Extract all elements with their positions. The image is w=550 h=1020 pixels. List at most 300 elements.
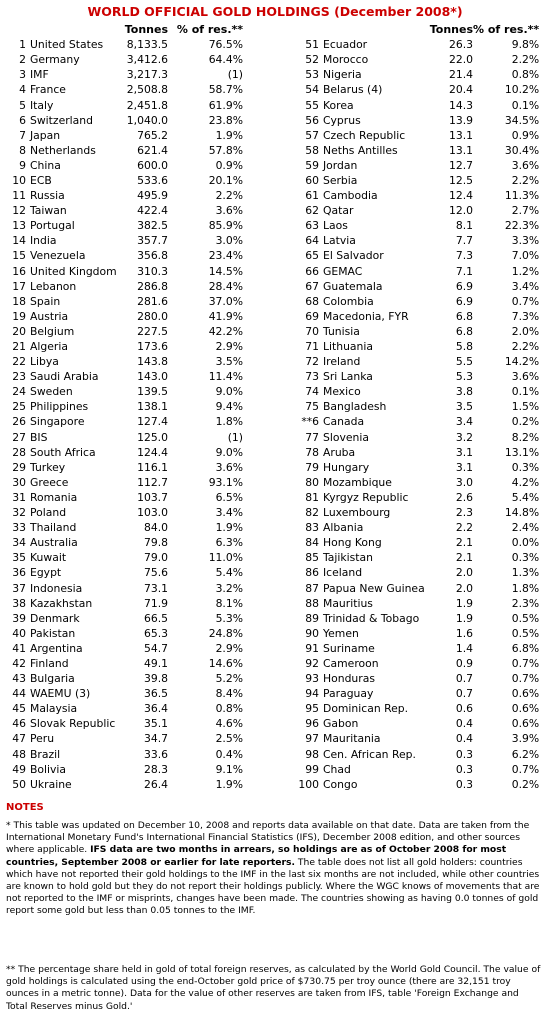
left-tonnes-cell: 281.6 bbox=[137, 294, 168, 308]
table-header-row bbox=[6, 22, 543, 37]
left-rank-cell: 42 bbox=[12, 656, 26, 670]
left-tonnes-cell: 600.0 bbox=[137, 158, 168, 172]
left-pct-cell: 3.2% bbox=[215, 581, 243, 595]
left-rank-cell: 31 bbox=[12, 490, 26, 504]
left-country-cell: France bbox=[30, 83, 66, 97]
left-pct-cell: 3.4% bbox=[215, 506, 243, 520]
right-tonnes-cell: 3.2 bbox=[455, 430, 473, 444]
table-row bbox=[6, 565, 543, 580]
right-rank-cell: 73 bbox=[305, 370, 319, 384]
right-rank-cell: 81 bbox=[305, 490, 319, 504]
table-row bbox=[6, 52, 543, 67]
left-country-cell: Germany bbox=[30, 53, 80, 67]
left-pct-cell: 58.7% bbox=[208, 83, 243, 97]
left-pct-cell: 0.4% bbox=[215, 747, 243, 761]
right-pct-cell: 14.2% bbox=[504, 355, 540, 369]
left-pct-cell: 5.4% bbox=[215, 566, 243, 580]
right-tonnes-cell: 22.0 bbox=[448, 53, 473, 67]
left-country-cell: Russia bbox=[30, 189, 65, 203]
table-row bbox=[6, 505, 543, 520]
left-pct-cell: 8.4% bbox=[215, 687, 243, 701]
right-rank-cell: 88 bbox=[305, 596, 319, 610]
left-pct-cell: 37.0% bbox=[208, 294, 243, 308]
left-tonnes-cell: 286.8 bbox=[137, 279, 168, 293]
right-tonnes-cell: 1.4 bbox=[455, 641, 473, 655]
right-rank-cell: 51 bbox=[305, 38, 319, 52]
right-country-cell: Cen. African Rep. bbox=[323, 747, 416, 761]
left-tonnes-cell: 127.4 bbox=[137, 415, 168, 429]
right-pct-cell: 1.5% bbox=[511, 400, 540, 414]
right-tonnes-cell: 13.1 bbox=[448, 128, 473, 142]
right-tonnes-cell: 8.1 bbox=[455, 219, 473, 233]
left-rank-cell: 14 bbox=[12, 234, 26, 248]
right-country-cell: Chad bbox=[323, 762, 351, 776]
left-tonnes-cell: 143.8 bbox=[137, 355, 168, 369]
table-row bbox=[6, 686, 543, 701]
right-country-cell: Congo bbox=[323, 777, 358, 791]
right-country-cell: Gabon bbox=[323, 717, 359, 731]
right-rank-cell: 100 bbox=[298, 777, 319, 791]
right-country-cell: Korea bbox=[323, 98, 354, 112]
right-pct-cell: 2.7% bbox=[511, 204, 540, 218]
left-rank-cell: 30 bbox=[12, 475, 26, 489]
right-pct-cell: 10.2% bbox=[504, 83, 540, 97]
right-tonnes-cell: 2.3 bbox=[455, 506, 473, 520]
right-country-cell: Guatemala bbox=[323, 279, 383, 293]
left-rank-cell: 39 bbox=[12, 611, 26, 625]
left-pct-cell: 5.2% bbox=[215, 672, 243, 686]
right-country-cell: Tunisia bbox=[323, 324, 360, 338]
right-tonnes-cell: 20.4 bbox=[448, 83, 473, 97]
right-rank-cell: 93 bbox=[305, 672, 319, 686]
right-pct-cell: 7.3% bbox=[511, 309, 540, 323]
right-tonnes-cell: 0.6 bbox=[455, 702, 473, 716]
right-country-cell: Morocco bbox=[323, 53, 369, 67]
right-rank-cell: 96 bbox=[305, 717, 319, 731]
left-tonnes-cell: 227.5 bbox=[137, 324, 168, 338]
left-rank-cell: 49 bbox=[12, 762, 26, 776]
right-rank-cell: 61 bbox=[305, 189, 319, 203]
left-tonnes-cell: 26.4 bbox=[143, 777, 168, 791]
table-row bbox=[6, 369, 543, 384]
table-row bbox=[6, 626, 543, 641]
left-rank-cell: 45 bbox=[12, 702, 26, 716]
left-country-cell: South Africa bbox=[30, 445, 96, 459]
right-tonnes-cell: 5.8 bbox=[455, 340, 473, 354]
right-pct-cell: 0.1% bbox=[511, 385, 540, 399]
left-rank-cell: 2 bbox=[19, 53, 26, 67]
left-tonnes-cell: 39.8 bbox=[143, 672, 168, 686]
right-country-cell: Hong Kong bbox=[323, 536, 382, 550]
left-pct-cell: 0.9% bbox=[215, 158, 243, 172]
right-pct-cell: 0.9% bbox=[511, 128, 540, 142]
table-row bbox=[6, 324, 543, 339]
table-row bbox=[6, 762, 543, 777]
table-row bbox=[6, 113, 543, 128]
left-country-cell: Argentina bbox=[30, 641, 83, 655]
table-row bbox=[6, 671, 543, 686]
header-pct-left: % of res.** bbox=[176, 23, 243, 37]
table-row bbox=[6, 445, 543, 460]
table-row bbox=[6, 248, 543, 263]
right-pct-cell: 6.2% bbox=[511, 747, 540, 761]
left-tonnes-cell: 54.7 bbox=[143, 641, 168, 655]
left-rank-cell: 47 bbox=[12, 732, 26, 746]
left-country-cell: Poland bbox=[30, 506, 67, 520]
right-country-cell: Mauritius bbox=[323, 596, 373, 610]
left-rank-cell: 3 bbox=[19, 68, 26, 82]
right-rank-cell: 95 bbox=[305, 702, 319, 716]
right-country-cell: Cambodia bbox=[323, 189, 378, 203]
left-pct-cell: 24.8% bbox=[208, 626, 243, 640]
table-row bbox=[6, 143, 543, 158]
left-pct-cell: (1) bbox=[227, 68, 243, 82]
right-tonnes-cell: 2.0 bbox=[455, 566, 473, 580]
left-pct-cell: 28.4% bbox=[208, 279, 243, 293]
left-rank-cell: 9 bbox=[19, 158, 26, 172]
right-tonnes-cell: 6.8 bbox=[455, 309, 473, 323]
right-tonnes-cell: 0.3 bbox=[455, 747, 473, 761]
right-tonnes-cell: 3.0 bbox=[455, 475, 473, 489]
right-rank-cell: 94 bbox=[305, 687, 319, 701]
left-tonnes-cell: 357.7 bbox=[137, 234, 168, 248]
right-rank-cell: 83 bbox=[305, 521, 319, 535]
left-pct-cell: 14.6% bbox=[208, 656, 243, 670]
left-country-cell: Taiwan bbox=[30, 204, 67, 218]
left-country-cell: WAEMU (3) bbox=[30, 687, 91, 701]
right-rank-cell: 91 bbox=[305, 641, 319, 655]
left-country-cell: Greece bbox=[30, 475, 69, 489]
left-country-cell: Romania bbox=[30, 490, 78, 504]
right-pct-cell: 3.9% bbox=[511, 732, 540, 746]
left-tonnes-cell: 36.5 bbox=[143, 687, 168, 701]
left-tonnes-cell: 356.8 bbox=[137, 249, 168, 263]
left-rank-cell: 43 bbox=[12, 672, 26, 686]
left-country-cell: Egypt bbox=[30, 566, 62, 580]
right-tonnes-cell: 2.1 bbox=[455, 536, 473, 550]
right-tonnes-cell: 0.7 bbox=[455, 672, 473, 686]
right-pct-cell: 34.5% bbox=[504, 113, 540, 127]
left-country-cell: Ukraine bbox=[30, 777, 72, 791]
right-pct-cell: 3.6% bbox=[511, 158, 540, 172]
left-country-cell: IMF bbox=[30, 68, 49, 82]
right-country-cell: Laos bbox=[323, 219, 348, 233]
left-tonnes-cell: 621.4 bbox=[137, 143, 168, 157]
right-rank-cell: 78 bbox=[305, 445, 319, 459]
left-tonnes-cell: 138.1 bbox=[137, 400, 168, 414]
right-rank-cell: 71 bbox=[305, 340, 319, 354]
right-rank-cell: 60 bbox=[305, 173, 319, 187]
table-row bbox=[6, 339, 543, 354]
left-country-cell: Japan bbox=[30, 128, 61, 142]
left-pct-cell: 9.0% bbox=[215, 445, 243, 459]
table-row bbox=[6, 641, 543, 656]
right-rank-cell: 52 bbox=[305, 53, 319, 67]
left-tonnes-cell: 765.2 bbox=[137, 128, 168, 142]
left-rank-cell: 8 bbox=[19, 143, 26, 157]
right-pct-cell: 0.0% bbox=[511, 536, 540, 550]
right-tonnes-cell: 2.2 bbox=[455, 521, 473, 535]
left-pct-cell: 23.4% bbox=[208, 249, 243, 263]
table-row bbox=[6, 731, 543, 746]
right-pct-cell: 22.3% bbox=[504, 219, 540, 233]
right-pct-cell: 0.7% bbox=[511, 656, 540, 670]
right-pct-cell: 13.1% bbox=[504, 445, 540, 459]
right-country-cell: Mauritania bbox=[323, 732, 381, 746]
left-rank-cell: 25 bbox=[12, 400, 26, 414]
right-country-cell: Mozambique bbox=[323, 475, 392, 489]
table-row bbox=[6, 490, 543, 505]
left-pct-cell: 8.1% bbox=[215, 596, 243, 610]
right-rank-cell: 99 bbox=[305, 762, 319, 776]
left-rank-cell: 12 bbox=[12, 204, 26, 218]
table-row bbox=[6, 233, 543, 248]
left-rank-cell: 24 bbox=[12, 385, 26, 399]
right-country-cell: Colombia bbox=[323, 294, 374, 308]
left-pct-cell: 76.5% bbox=[208, 38, 243, 52]
table-row bbox=[6, 656, 543, 671]
left-tonnes-cell: 3,412.6 bbox=[126, 53, 168, 67]
left-country-cell: Slovak Republic bbox=[30, 717, 116, 731]
right-country-cell: Honduras bbox=[323, 672, 375, 686]
left-tonnes-cell: 71.9 bbox=[143, 596, 168, 610]
left-tonnes-cell: 533.6 bbox=[137, 173, 168, 187]
left-rank-cell: 44 bbox=[12, 687, 26, 701]
right-pct-cell: 0.7% bbox=[511, 762, 540, 776]
left-country-cell: Indonesia bbox=[30, 581, 83, 595]
left-rank-cell: 33 bbox=[12, 521, 26, 535]
right-rank-cell: 64 bbox=[305, 234, 319, 248]
left-tonnes-cell: 125.0 bbox=[137, 430, 168, 444]
right-rank-cell: 62 bbox=[305, 204, 319, 218]
left-tonnes-cell: 66.5 bbox=[143, 611, 168, 625]
right-pct-cell: 0.2% bbox=[511, 777, 540, 791]
left-country-cell: Thailand bbox=[30, 521, 77, 535]
right-tonnes-cell: 12.0 bbox=[448, 204, 473, 218]
table-row bbox=[6, 354, 543, 369]
right-country-cell: Cyprus bbox=[323, 113, 361, 127]
right-pct-cell: 0.7% bbox=[511, 672, 540, 686]
right-country-cell: GEMAC bbox=[323, 264, 363, 278]
right-rank-cell: 66 bbox=[305, 264, 319, 278]
left-country-cell: Netherlands bbox=[30, 143, 96, 157]
right-tonnes-cell: 0.7 bbox=[455, 687, 473, 701]
left-rank-cell: 27 bbox=[12, 430, 26, 444]
left-pct-cell: 3.6% bbox=[215, 204, 243, 218]
left-pct-cell: 1.8% bbox=[215, 415, 243, 429]
left-rank-cell: 1 bbox=[19, 38, 26, 52]
right-pct-cell: 30.4% bbox=[504, 143, 540, 157]
note-footnote-2: ** The percentage share held in gold of total foreign reserves, as calculated by the World Gold Council. The value of gold holdings is calculated using the end-October gold price of $730.75 per troy ounce (there are 32,151 troy ounces in a metric tonne). Data for the value of other reserves are taken from IFS, table 'Foreign Exchange and Total Reserves minus Gold.' bbox=[6, 964, 541, 1012]
left-rank-cell: 5 bbox=[19, 98, 26, 112]
right-pct-cell: 6.8% bbox=[511, 641, 540, 655]
right-country-cell: Jordan bbox=[323, 158, 358, 172]
table-row bbox=[6, 82, 543, 97]
left-rank-cell: 26 bbox=[12, 415, 26, 429]
right-rank-cell: 69 bbox=[305, 309, 319, 323]
right-rank-cell: 98 bbox=[305, 747, 319, 761]
right-pct-cell: 1.2% bbox=[511, 264, 540, 278]
right-country-cell: Macedonia, FYR bbox=[323, 309, 409, 323]
left-pct-cell: 3.6% bbox=[215, 460, 243, 474]
right-rank-cell: 87 bbox=[305, 581, 319, 595]
left-country-cell: United States bbox=[30, 38, 104, 52]
right-rank-cell: 97 bbox=[305, 732, 319, 746]
right-country-cell: Qatar bbox=[323, 204, 354, 218]
left-tonnes-cell: 28.3 bbox=[143, 762, 168, 776]
right-rank-cell: 54 bbox=[305, 83, 319, 97]
right-rank-cell: 72 bbox=[305, 355, 319, 369]
left-tonnes-cell: 112.7 bbox=[137, 475, 168, 489]
header-tonnes-right: Tonnes bbox=[429, 23, 473, 37]
left-country-cell: Saudi Arabia bbox=[30, 370, 99, 384]
right-tonnes-cell: 13.1 bbox=[448, 143, 473, 157]
table-row bbox=[6, 264, 543, 279]
table-row bbox=[6, 128, 543, 143]
left-country-cell: Turkey bbox=[30, 460, 66, 474]
right-tonnes-cell: 1.9 bbox=[455, 611, 473, 625]
right-rank-cell: 90 bbox=[305, 626, 319, 640]
left-rank-cell: 13 bbox=[12, 219, 26, 233]
left-tonnes-cell: 382.5 bbox=[137, 219, 168, 233]
gold-holdings-table bbox=[6, 22, 543, 792]
left-rank-cell: 15 bbox=[12, 249, 26, 263]
left-country-cell: Philippines bbox=[30, 400, 89, 414]
left-tonnes-cell: 79.0 bbox=[143, 551, 168, 565]
table-row bbox=[6, 430, 543, 445]
right-rank-cell: 85 bbox=[305, 551, 319, 565]
left-country-cell: Malaysia bbox=[30, 702, 78, 716]
right-tonnes-cell: 1.9 bbox=[455, 596, 473, 610]
right-pct-cell: 3.4% bbox=[511, 279, 540, 293]
right-tonnes-cell: 12.5 bbox=[448, 173, 473, 187]
right-rank-cell: 63 bbox=[305, 219, 319, 233]
left-rank-cell: 41 bbox=[12, 641, 26, 655]
left-country-cell: Italy bbox=[30, 98, 54, 112]
left-pct-cell: 2.9% bbox=[215, 340, 243, 354]
right-rank-cell: 56 bbox=[305, 113, 319, 127]
left-rank-cell: 46 bbox=[12, 717, 26, 731]
right-country-cell: Lithuania bbox=[323, 340, 374, 354]
table-row bbox=[6, 188, 543, 203]
right-country-cell: Cameroon bbox=[323, 656, 379, 670]
table-row bbox=[6, 384, 543, 399]
right-rank-cell: 80 bbox=[305, 475, 319, 489]
right-country-cell: Canada bbox=[323, 415, 365, 429]
left-country-cell: Algeria bbox=[30, 340, 68, 354]
left-tonnes-cell: 139.5 bbox=[137, 385, 168, 399]
right-pct-cell: 2.0% bbox=[511, 324, 540, 338]
table-row bbox=[6, 596, 543, 611]
right-pct-cell: 1.8% bbox=[511, 581, 540, 595]
left-country-cell: Pakistan bbox=[30, 626, 76, 640]
left-tonnes-cell: 49.1 bbox=[143, 656, 168, 670]
right-pct-cell: 0.2% bbox=[511, 415, 540, 429]
right-pct-cell: 0.5% bbox=[511, 626, 540, 640]
left-rank-cell: 38 bbox=[12, 596, 26, 610]
left-pct-cell: 2.9% bbox=[215, 641, 243, 655]
left-pct-cell: 9.4% bbox=[215, 400, 243, 414]
left-rank-cell: 18 bbox=[12, 294, 26, 308]
right-rank-cell: 77 bbox=[305, 430, 319, 444]
right-country-cell: Serbia bbox=[323, 173, 358, 187]
right-tonnes-cell: 7.3 bbox=[455, 249, 473, 263]
right-country-cell: Czech Republic bbox=[323, 128, 406, 142]
left-rank-cell: 23 bbox=[12, 370, 26, 384]
left-country-cell: United Kingdom bbox=[30, 264, 117, 278]
right-tonnes-cell: 7.1 bbox=[455, 264, 473, 278]
right-country-cell: Luxembourg bbox=[323, 506, 391, 520]
right-tonnes-cell: 3.5 bbox=[455, 400, 473, 414]
left-rank-cell: 17 bbox=[12, 279, 26, 293]
table-row bbox=[6, 97, 543, 112]
table-row bbox=[6, 747, 543, 762]
right-pct-cell: 11.3% bbox=[504, 189, 540, 203]
right-tonnes-cell: 6.8 bbox=[455, 324, 473, 338]
left-pct-cell: 2.2% bbox=[215, 189, 243, 203]
right-country-cell: Slovenia bbox=[323, 430, 369, 444]
left-rank-cell: 4 bbox=[19, 83, 26, 97]
right-rank-cell: 65 bbox=[305, 249, 319, 263]
left-rank-cell: 11 bbox=[12, 189, 26, 203]
table-row bbox=[6, 701, 543, 716]
left-country-cell: Kazakhstan bbox=[30, 596, 93, 610]
right-rank-cell: 70 bbox=[305, 324, 319, 338]
left-tonnes-cell: 2,451.8 bbox=[126, 98, 168, 112]
left-rank-cell: 22 bbox=[12, 355, 26, 369]
right-tonnes-cell: 3.1 bbox=[455, 460, 473, 474]
left-rank-cell: 19 bbox=[12, 309, 26, 323]
left-tonnes-cell: 280.0 bbox=[137, 309, 168, 323]
right-tonnes-cell: 26.3 bbox=[448, 38, 473, 52]
left-pct-cell: 20.1% bbox=[208, 173, 243, 187]
left-tonnes-cell: 422.4 bbox=[137, 204, 168, 218]
table-row bbox=[6, 294, 543, 309]
right-rank-cell: 58 bbox=[305, 143, 319, 157]
right-rank-cell: 68 bbox=[305, 294, 319, 308]
table-row bbox=[6, 399, 543, 414]
table-row bbox=[6, 173, 543, 188]
left-country-cell: Denmark bbox=[30, 611, 80, 625]
left-pct-cell: 61.9% bbox=[208, 98, 243, 112]
left-country-cell: BIS bbox=[30, 430, 48, 444]
right-rank-cell: **6 bbox=[301, 415, 319, 429]
left-country-cell: Austria bbox=[30, 309, 69, 323]
left-tonnes-cell: 65.3 bbox=[143, 626, 168, 640]
right-country-cell: Iceland bbox=[323, 566, 363, 580]
right-rank-cell: 75 bbox=[305, 400, 319, 414]
right-rank-cell: 86 bbox=[305, 566, 319, 580]
right-tonnes-cell: 2.6 bbox=[455, 490, 473, 504]
left-country-cell: Australia bbox=[30, 536, 78, 550]
right-tonnes-cell: 0.4 bbox=[455, 732, 473, 746]
right-rank-cell: 53 bbox=[305, 68, 319, 82]
right-country-cell: Kyrgyz Republic bbox=[323, 490, 409, 504]
table-row bbox=[6, 535, 543, 550]
right-country-cell: El Salvador bbox=[323, 249, 384, 263]
left-pct-cell: 41.9% bbox=[208, 309, 243, 323]
table-row bbox=[6, 203, 543, 218]
right-rank-cell: 84 bbox=[305, 536, 319, 550]
right-pct-cell: 2.2% bbox=[511, 173, 540, 187]
table-row bbox=[6, 309, 543, 324]
right-pct-cell: 2.3% bbox=[511, 596, 540, 610]
left-pct-cell: 57.8% bbox=[208, 143, 243, 157]
left-tonnes-cell: 35.1 bbox=[143, 717, 168, 731]
right-tonnes-cell: 5.5 bbox=[455, 355, 473, 369]
right-rank-cell: 82 bbox=[305, 506, 319, 520]
left-tonnes-cell: 495.9 bbox=[137, 189, 168, 203]
